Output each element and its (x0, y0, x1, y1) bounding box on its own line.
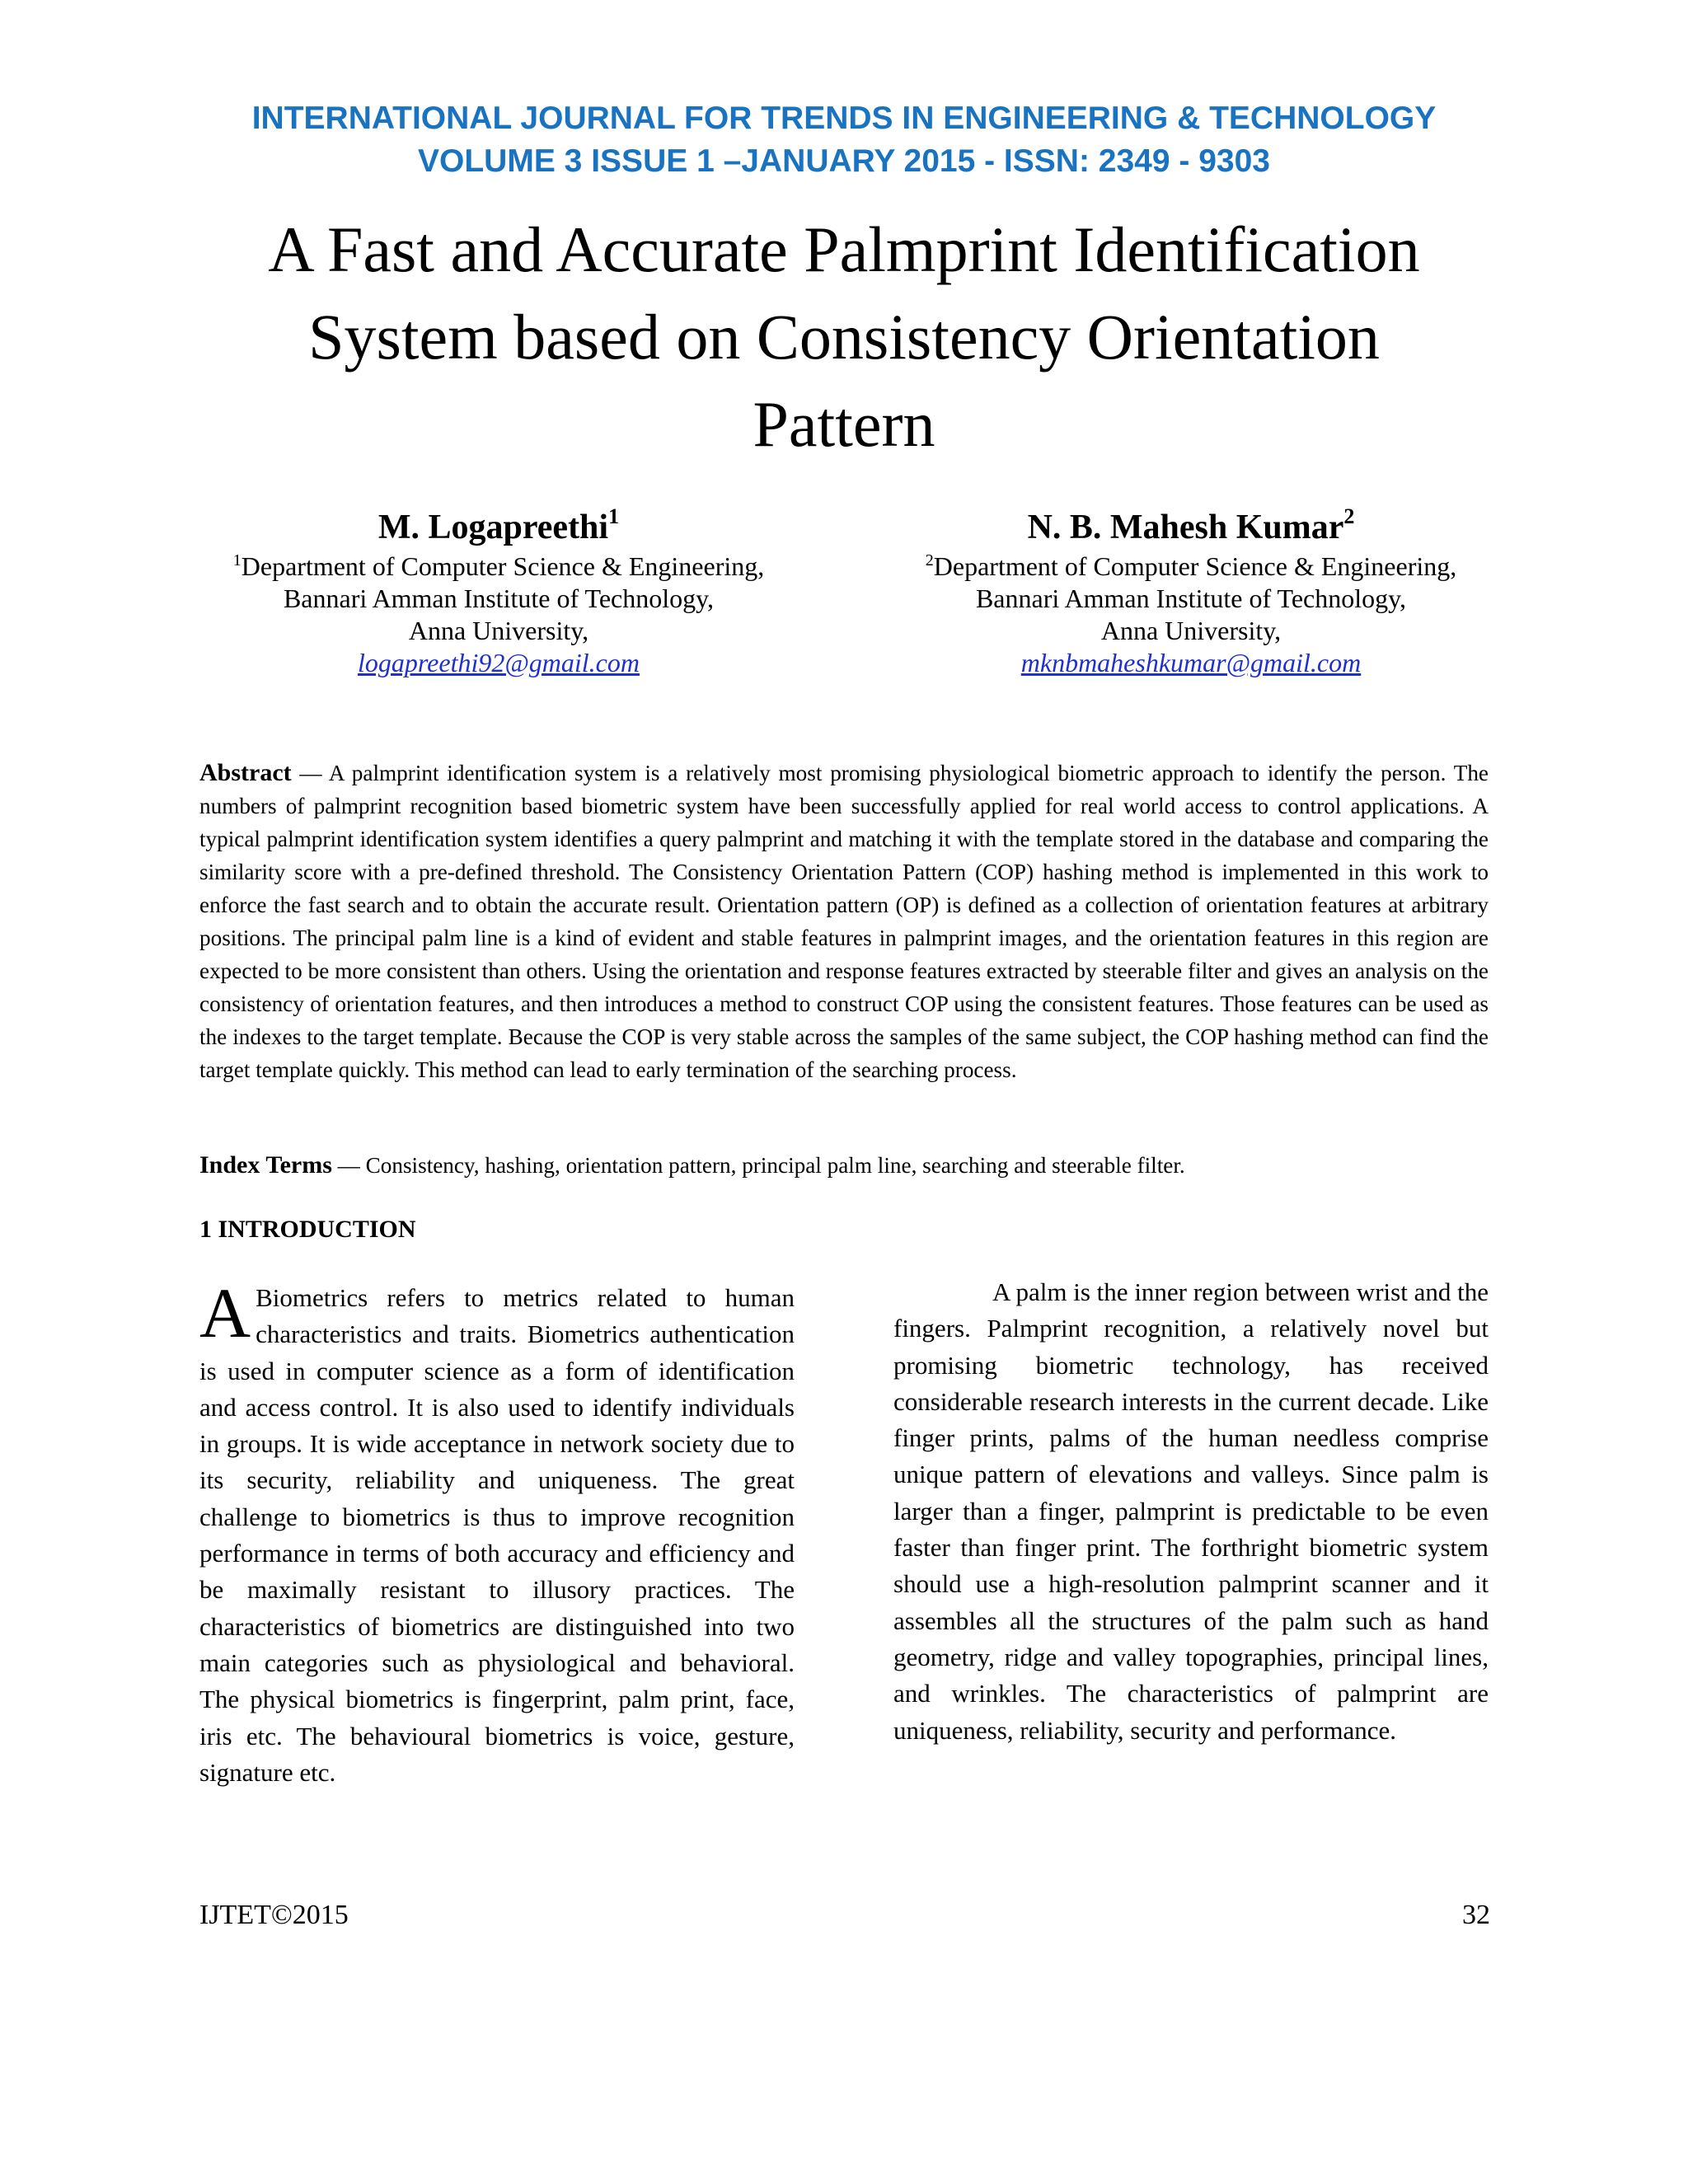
index-terms-text: Consistency, hashing, orientation pattern, principal palm line, searching and steerable filter. (365, 1153, 1185, 1178)
title-line-1: A Fast and Accurate Palmprint Identification (268, 213, 1420, 285)
author-name: M. Logapreethi$^1$ (377, 504, 620, 546)
index-terms: Index Terms — Consistency, hashing, orientation pattern, principal palm line, searching and steerable filter. (199, 1151, 1185, 1179)
author-university: Anna University, (1100, 616, 1282, 645)
footer-copyright: IJTET©2015 (199, 1900, 349, 1930)
section-heading: 1 INTRODUCTION (199, 1216, 416, 1243)
journal-volume-issue: VOLUME 3 ISSUE 1 –JANUARY 2015 - ISSN: 2349 - 9303 (418, 143, 1270, 179)
author-department: $^2$Department of Computer Science & Engineering, (925, 551, 1457, 581)
author-institute: Bannari Amman Institute of Technology, (975, 583, 1407, 613)
author-block-1 (128, 504, 870, 679)
author-institute: Bannari Amman Institute of Technology, (283, 583, 715, 613)
paper-title (165, 206, 1523, 468)
author-university: Anna University, (408, 616, 589, 645)
author-name: N. B. Mahesh Kumar$^2$ (1027, 504, 1355, 546)
author-email-link[interactable]: logapreethi92@gmail.com (358, 648, 640, 677)
title-line-2: System based on Consistency Orientation (308, 301, 1380, 373)
author-department: $^1$Department of Computer Science & Engineering, (232, 551, 765, 581)
abstract-label: Abstract (199, 759, 292, 786)
abstract: Abstract — A palmprint identification system is a relatively most promising physiological biometric approach to identify the person. The numbers of palmprint recognition based biometric system have been successfully applied for real world access to control applications. A typical palmprint identification system identifies a query palmprint and matching it with the template stored in the database and comparing the similarity score with a pre-defined threshold. The Consistency Orientation Pattern (COP) hashing method is implemented in this work to enforce the fast search and to obtain the accurate result. Orientation pattern (OP) is defined as a collection of orientation features at arbitrary positions. The principal palm line is a kind of evident and stable features in palmprint images, and the orientation features in this region are expected to be more consistent than others. Using the orientation and response features extracted by steerable filter and gives an analysis on the consistency of orientation features, and then introduces a method to construct COP using the consistent features. Those features can be used as the indexes to the target template. Because the COP is very stable across the samples of the same subject, the COP hashing method can find the target template quickly. This method can lead to early termination of the searching process. (199, 759, 1489, 1082)
abstract-text: A palmprint identification system is a relatively most promising physiological biometric approach to identify the person. The numbers of palmprint recognition based biometric system have been successfully applied for real world access to control applications. A typical palmprint identification system identifies a query palmprint and matching it with the template stored in the database and comparing the similarity score with a pre-defined threshold. The Consistency Orientation Pattern (COP) hashing method is implemented in this work to enforce the fast search and to obtain the accurate result. Orientation pattern (OP) is defined as a collection of orientation features at arbitrary positions. The principal palm line is a kind of evident and stable features in palmprint images, and the orientation features in this region are expected to be more consistent than others. Using the orientation and response features extracted by steerable filter and gives an analysis on the consistency of orientation features, and then introduces a method to construct COP using the consistent features. Those features can be used as the indexes to the target template. Because the COP is very stable across the samples of the same subject, the COP hashing method can find the target template quickly. This method can lead to early termination of the searching process. (199, 761, 1489, 1082)
body-column-right (893, 1274, 1489, 1749)
drop-cap: A (199, 1273, 251, 1352)
author-block-2 (820, 504, 1562, 679)
journal-name: INTERNATIONAL JOURNAL FOR TRENDS IN ENGINEERING & TECHNOLOGY (251, 101, 1437, 136)
paragraph: A palm is the inner region between wrist and the fingers. Palmprint recognition, a relatively novel but promising biometric technology, has received considerable research interests in the current decade. Like finger prints, palms of the human needless comprise unique pattern of elevations and valleys. Since palm is larger than a finger, palmprint is predictable to be even faster than finger print. The forthright biometric system should use a high-resolution palmprint scanner and it assembles all the structures of the palm such as hand geometry, ridge and valley topographies, principal lines, and wrinkles. The characteristics of palmprint are uniqueness, reliability, security and performance. (893, 1277, 1489, 1745)
author-email-link[interactable]: mknbmaheshkumar@gmail.com (1020, 648, 1362, 677)
page-number: 32 (1462, 1900, 1490, 1930)
body-column-left (199, 1273, 795, 1791)
title-line-3: Pattern (753, 388, 935, 460)
paragraph: Biometrics refers to metrics related to human characteristics and traits. Biometrics authentication is used in computer science as a form of identification and access control. It is also used to identify individuals in groups. It is wide acceptance in network society due to its security, reliability and uniqueness. The great challenge to biometrics is thus to improve recognition performance in terms of both accuracy and efficiency and be maximally resistant to illusory practices. The characteristics of biometrics are distinguished into two main categories such as physiological and behavioral. The physical biometrics is fingerprint, palm print, face, iris etc. The behavioural biometrics is voice, gesture, signature etc. (199, 1283, 795, 1787)
index-terms-label: Index Terms (199, 1151, 332, 1179)
